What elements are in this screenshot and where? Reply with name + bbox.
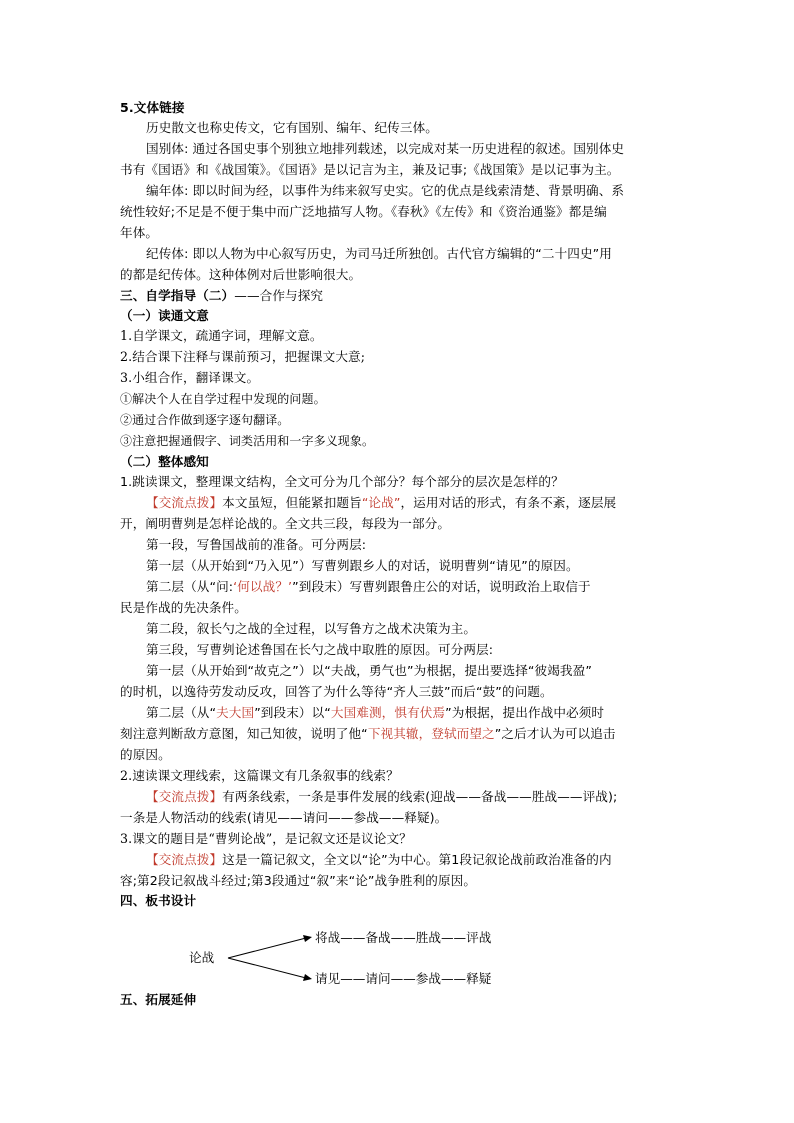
answer-highlight: 下视其辙，登轼而望之 [367, 726, 495, 741]
answer-text: 这是一篇记叙文，全文以“论”为中心。第1段记叙论战前政治准备的内 [222, 852, 612, 867]
answer-line: 第一层（从开始到“故克之”）以“夫战，勇气也”为根据，提出要选择“彼竭我盈” [146, 663, 592, 678]
exchange-tip-tag: 【交流点拨】 [146, 852, 223, 867]
answer-line: 的时机，以逸待劳发动反攻，回答了为什么等待“齐人三鼓”而后“鼓”的问题。 [120, 684, 553, 699]
paragraph-line: 书有《国语》和《战国策》。《国语》是以记言为主，兼及记事;《战国策》是以记事为主。 [120, 162, 620, 177]
answer-line [146, 787, 680, 807]
paragraph-line: 年体。 [120, 225, 159, 240]
board-top-branch: 将战——备战——胜战——评战 [315, 930, 492, 945]
subsection-1-title: （一）读通文意 [120, 308, 209, 323]
answer-line [146, 493, 680, 513]
answer-text: 第二层（从“ [146, 705, 217, 720]
answer-text: ”之后才认为可以追击 [494, 726, 616, 741]
answer-line: 第二段，叙长勺之战的全过程，以写鲁方之战术决策为主。 [146, 621, 477, 636]
section-5b-title: 五、拓展延伸 [120, 992, 197, 1007]
answer-highlight: 夫大国 [216, 705, 255, 720]
answer-highlight: 大国难测，惧有伏焉 [330, 705, 446, 720]
answer-text: 有两条线索，一条是事件发展的线索(迎战——备战——胜战——评战); [222, 789, 618, 804]
paragraph-line: 的都是纪传体。这种体例对后世影响很大。 [120, 267, 362, 282]
answer-text: ”为根据，提出作战中必须时 [445, 705, 605, 720]
answer-line: 民是作战的先决条件。 [120, 600, 247, 615]
board-bottom-branch: 请见——请问——参战——释疑 [315, 971, 492, 986]
answer-text: ”到段末）写曹刿跟鲁庄公的对话，说明政治上取信于 [292, 579, 591, 594]
section-3-title [120, 286, 680, 306]
section-3-title-main: 三、自学指导（二） [120, 288, 235, 303]
answer-line: 第三段，写曹刿论述鲁国在长勺之战中取胜的原因。可分两层: [146, 642, 494, 657]
exchange-tip-tag: 【交流点拨】 [146, 495, 223, 510]
paragraph-line: 统性较好;不足是不便于集中而广泛地描写人物。《春秋》《左传》和《资治通鉴》都是编 [120, 204, 607, 219]
paragraph-line: 编年体: 即以时间为经，以事件为纬来叙写史实。它的优点是线索清楚、背景明确、系 [146, 183, 625, 198]
subsection-2-title: （二）整体感知 [120, 454, 209, 469]
paragraph-line: 纪传体: 即以人物为中心叙写历史，为司马迁所独创。古代官方编辑的“二十四史”用 [146, 246, 612, 261]
answer-line: 第一层（从开始到“乃入见”）写曹刿跟乡人的对话，说明曹刿“请见”的原因。 [146, 558, 579, 573]
question-3: 3.课文的题目是“曹刿论战”，是记叙文还是议论文？ [120, 831, 412, 846]
list-item: 2.结合课下注释与课前预习，把握课文大意; [120, 349, 366, 364]
answer-highlight: “论战” [361, 495, 401, 510]
list-item: 1.自学课文，疏通字词，理解文意。 [120, 328, 323, 343]
section-3-title-sub: ——合作与探究 [234, 288, 324, 303]
section-5-title: 5.文体链接 [120, 100, 185, 115]
list-item: ②通过合作做到逐字逐句翻译。 [120, 413, 290, 427]
answer-line [146, 703, 680, 723]
section-4-title: 四、板书设计 [120, 893, 197, 908]
board-center-label: 论战 [189, 950, 215, 965]
question-1: 1.跳读课文，整理课文结构，全文可分为几个部分？每个部分的层次是怎样的？ [120, 474, 564, 489]
question-2: 2.速读课文理线索，这篇课文有几条叙事的线索？ [120, 768, 399, 783]
answer-text: 本文虽短，但能紧扣题旨 [222, 495, 362, 510]
paragraph-line: 国别体: 通过各国史事个别独立地排列载述，以完成对某一历史进程的叙述。国别体史 [146, 141, 625, 156]
answer-text: 第二层（从“问: [146, 579, 234, 594]
answer-text: ，运用对话的形式，有条不紊，逐层展 [400, 495, 617, 510]
answer-text: ”到段末）以“ [254, 705, 331, 720]
answer-line: 容;第2段记叙战斗经过;第3段通过“叙”来“论”战争胜利的原因。 [120, 873, 477, 888]
answer-line [120, 724, 680, 744]
list-item: ①解决个人在自学过程中发现的问题。 [120, 392, 326, 406]
answer-line: 一条是人物活动的线索(请见——请问——参战——释疑)。 [120, 810, 448, 825]
answer-text: 刻注意判断敌方意图，知己知彼，说明了他“ [120, 726, 368, 741]
answer-line [146, 577, 680, 597]
answer-line [146, 850, 680, 870]
paragraph-line: 历史散文也称史传文，它有国别、编年、纪传三体。 [146, 120, 438, 135]
exchange-tip-tag: 【交流点拨】 [146, 789, 223, 804]
answer-highlight: ‘何以战？’ [233, 579, 293, 594]
list-item: 3.小组合作，翻译课文。 [120, 370, 260, 385]
answer-line: 的原因。 [120, 747, 171, 762]
list-item: ③注意把握通假字、词类活用和一字多义现象。 [120, 434, 375, 448]
answer-line: 开，阐明曹刿是怎样论战的。全文共三段，每段为一部分。 [120, 516, 451, 531]
answer-line: 第一段，写鲁国战前的准备。可分两层: [146, 537, 367, 552]
